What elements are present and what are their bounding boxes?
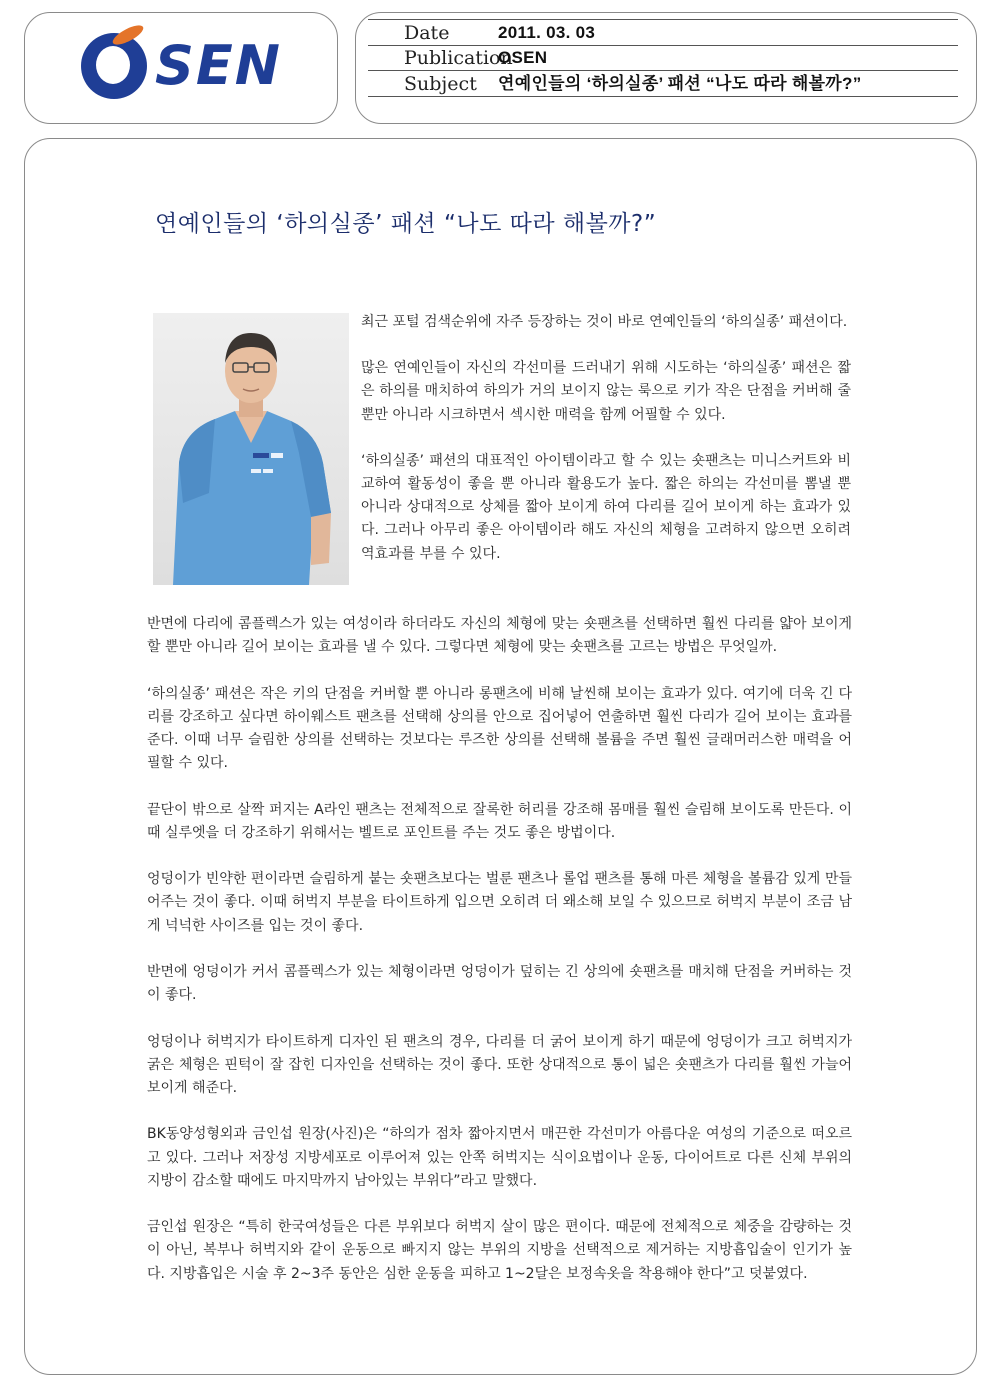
body-paragraph: 반면에 다리에 콤플렉스가 있는 여성이라 하더라도 자신의 체형에 맞는 숏팬츠를 선택하면 훨씬 다리를 얇아 보이게 할 뿐만 아니라 길어 보이는 효과를 낼 수 있다. 그렇다면 체형에 맞는 숏팬츠를 고르는 방법은 무엇일까. [147,616,852,656]
date-label: Date [404,22,450,44]
intro-paragraph: ‘하의실종’ 패션의 대표적인 아이템이라고 할 수 있는 숏팬츠는 미니스커트와 비교하여 활동성이 좋을 뿐 아니라 활용도가 높다. 짧은 하의는 각선미를 뽐낼 뿐 아니라 상대적으로 상체를 짧아 보이게 하여 다리를 길어 보이게 하는 효과가 있다. 그러나 아무리 좋은 아이템이라 해도 자신의 체형을 고려하지 않으면 오히려 역효과를 부를 수 있다. [361,452,851,562]
doctor-portrait-image [153,313,349,585]
body-paragraph: 엉덩이나 허벅지가 타이트하게 디자인 된 팬츠의 경우, 다리를 더 굵어 보이게 하기 때문에 엉덩이가 크고 허벅지가 굵은 체형은 핀턱이 잘 잡힌 디자인을 선택하는 것이 좋다. 또한 상대적으로 통이 넓은 숏팬츠가 다리를 훨씬 가늘어 보이게 해준다. [147,1033,852,1096]
article-title: 연예인들의 ‘하의실종’ 패션 “나도 따라 해볼까?” [155,211,657,237]
body-paragraph: 금인섭 원장은 “특히 한국여성들은 다른 부위보다 허벅지 살이 많은 편이다. 때문에 전체적으로 체중을 감량하는 것이 아닌, 복부나 허벅지와 같이 운동으로 빠지지 않는 부위의 지방을 선택적으로 제거하는 지방흡입술이 인기가 높다. 지방흡입은 시술 후 2~3주 동안은 심한 운동을 피하고 1~2달은 보정속옷을 착용해야 한다”고 덧붙였다. [147,1219,852,1282]
intro-paragraph: 최근 포털 검색순위에 자주 등장하는 것이 바로 연예인들의 ‘하의실종’ 패션이다. [361,314,848,330]
body-paragraph: 끝단이 밖으로 살짝 퍼지는 A라인 팬츠는 전체적으로 잘록한 허리를 강조해 몸매를 훨씬 슬림해 보이도록 만든다. 이때 실루엣을 더 강조하기 위해서는 벨트로 포인트를 주는 것도 좋은 방법이다. [147,801,852,841]
publication-label: Publication [404,47,513,69]
body-paragraph: BK동양성형외과 금인섭 원장(사진)은 “하의가 점차 짧아지면서 매끈한 각선미가 아름다운 여성의 기준으로 떠오르고 있다. 그러나 저장성 지방세포로 이루어져 있는 안쪽 허벅지는 식이요법이나 운동, 다이어트로 다른 신체 부위의 지방이 감소할 때에도 마지막까지 남아있는 부위다”라고 말했다. [147,1126,852,1189]
subject-value: 연예인들의 ‘하의실종’ 패션 “나도 따라 해볼까?” [498,74,862,93]
meta-panel [355,12,977,124]
publication-row [368,45,958,71]
subject-label: Subject [404,73,477,95]
osen-logo [81,31,291,101]
logo-wordmark: SEN [155,34,282,97]
publication-value: OSEN [498,48,548,67]
body-paragraph: 엉덩이가 빈약한 편이라면 슬림하게 붙는 숏팬츠보다는 벌룬 팬츠나 롤업 팬츠를 통해 마른 체형을 볼륨감 있게 만들어주는 것이 좋다. 이때 허벅지 부분을 타이트하게 입으면 오히려 더 왜소해 보일 수 있으므로 허벅지 부분이 조금 남게 넉넉한 사이즈를 입는 것이 좋다. [147,871,852,934]
body-paragraph: ‘하의실종’ 패션은 작은 키의 단점을 커버할 뿐 아니라 롱팬츠에 비해 날씬해 보이는 효과가 있다. 여기에 더욱 긴 다리를 강조하고 싶다면 하이웨스트 팬츠를 선택해 상의를 안으로 집어넣어 연출하면 훨씬 다리가 길어 보이는 효과를 준다. 이때 너무 슬림한 상의를 선택하는 것보다는 루즈한 상의를 선택해 볼륨을 주면 훨씬 글래머러스한 매력을 어필할 수 있다. [147,685,852,772]
article-panel [24,138,977,1375]
intro-column [361,311,851,589]
subject-row [368,71,958,97]
body-paragraph: 반면에 엉덩이가 커서 콤플렉스가 있는 체형이라면 엉덩이가 덮히는 긴 상의에 숏팬츠를 매치해 단점을 커버하는 것이 좋다. [147,963,852,1004]
date-row [368,19,958,46]
intro-paragraph: 많은 연예인들이 자신의 각선미를 드러내기 위해 시도하는 ‘하의실종’ 패션은 짧은 하의를 매치하여 하의가 거의 보이지 않는 룩으로 키가 작은 단점을 커버해 줄 뿐만 아니라 시크하면서 섹시한 매력을 함께 어필할 수 있다. [361,360,851,423]
doctor-photo [153,313,349,585]
logo-panel [24,12,338,124]
body-column [147,613,852,1309]
date-value: 2011. 03. 03 [498,23,596,42]
